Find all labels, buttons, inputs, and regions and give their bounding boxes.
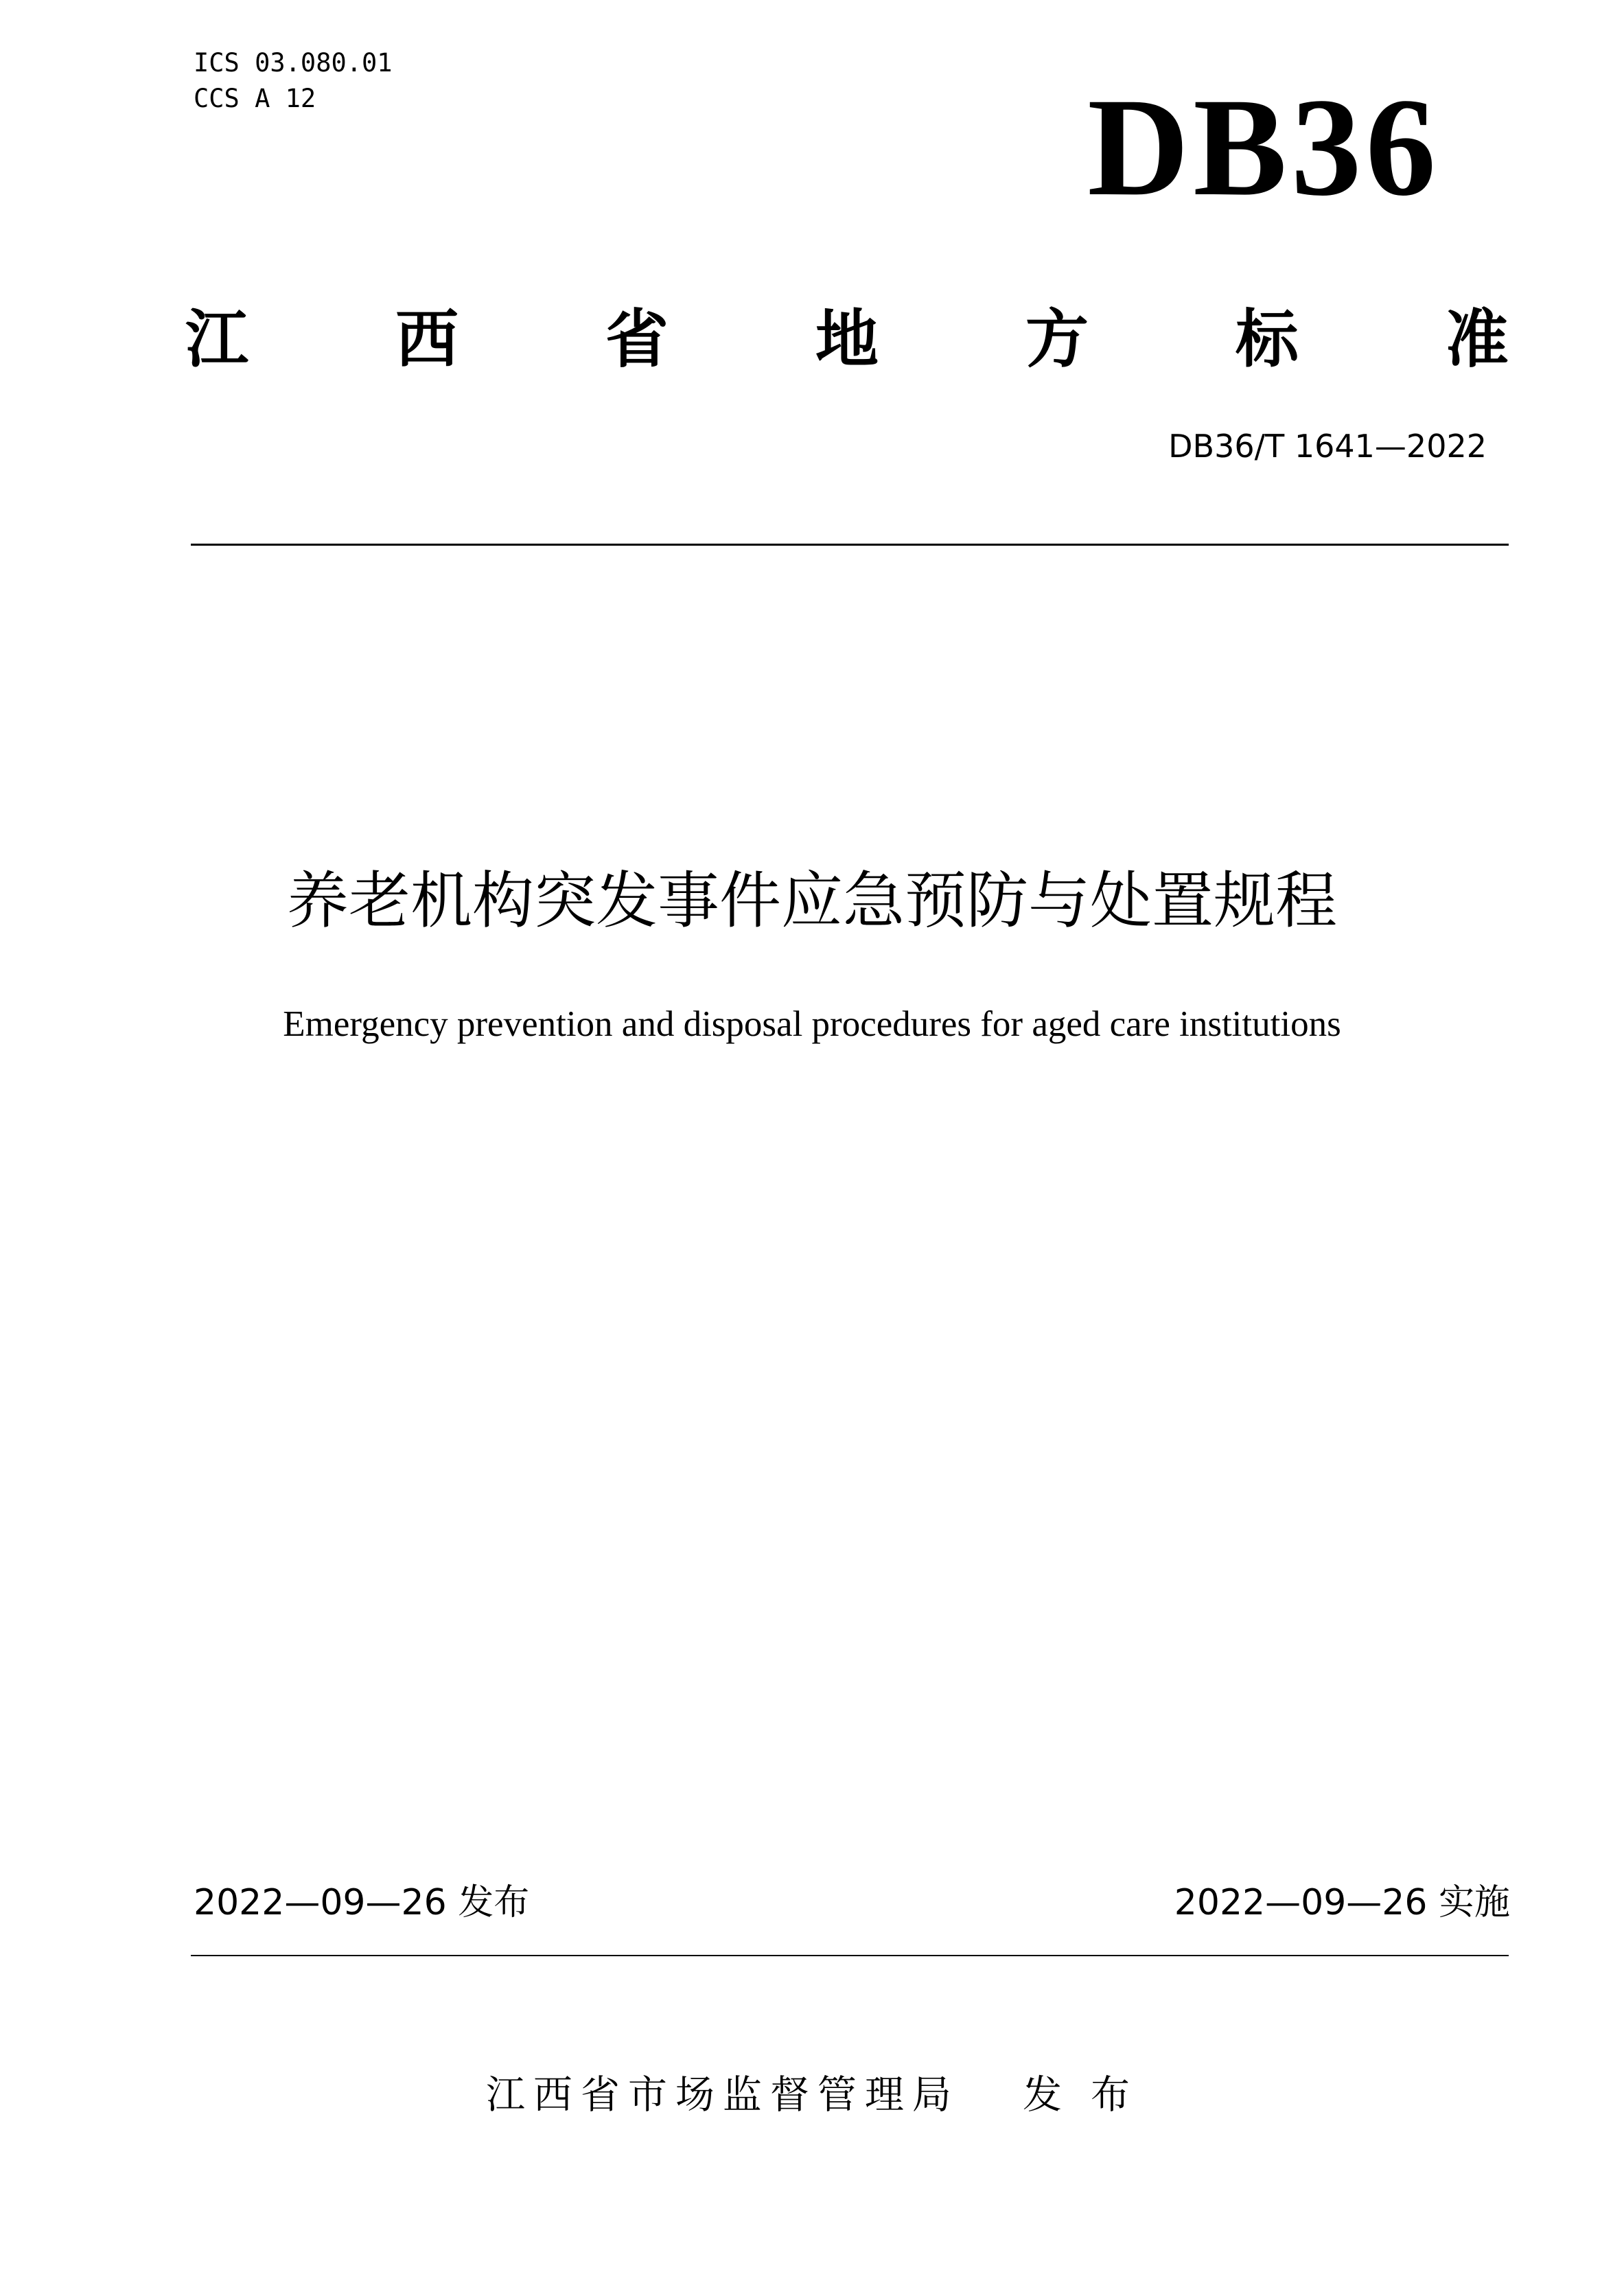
standard-type-char: 地 — [815, 303, 879, 376]
issue-date: 2022—09—26 发布 — [194, 1882, 530, 1923]
document-title-english: Emergency prevention and disposal procedures for aged care institutions — [283, 1004, 1341, 1044]
ccs-code: CCS A 12 — [194, 84, 316, 113]
top-divider — [191, 544, 1509, 546]
issuing-authority — [0, 2070, 1624, 2120]
issuer-name: 江西省市场监督管理局 — [485, 2072, 960, 2118]
standard-type-char: 西 — [395, 303, 459, 376]
standard-type-char: 标 — [1235, 303, 1299, 376]
standard-logo: DB36 — [1087, 69, 1440, 225]
document-title-chinese: 养老机构突发事件应急预防与处置规程 — [287, 865, 1337, 937]
issuer-action: 发 布 — [1022, 2072, 1139, 2118]
standard-type-char: 方 — [1025, 303, 1089, 376]
standard-type-heading — [185, 295, 1509, 384]
standard-number: DB36/T 1641—2022 — [1168, 428, 1487, 465]
implementation-date: 2022—09—26 实施 — [1174, 1882, 1510, 1923]
bottom-divider — [191, 1955, 1509, 1956]
standard-type-char: 江 — [185, 303, 249, 376]
ics-code: ICS 03.080.01 — [194, 48, 393, 78]
standard-type-char: 省 — [605, 303, 669, 376]
standard-type-char: 准 — [1445, 303, 1509, 376]
